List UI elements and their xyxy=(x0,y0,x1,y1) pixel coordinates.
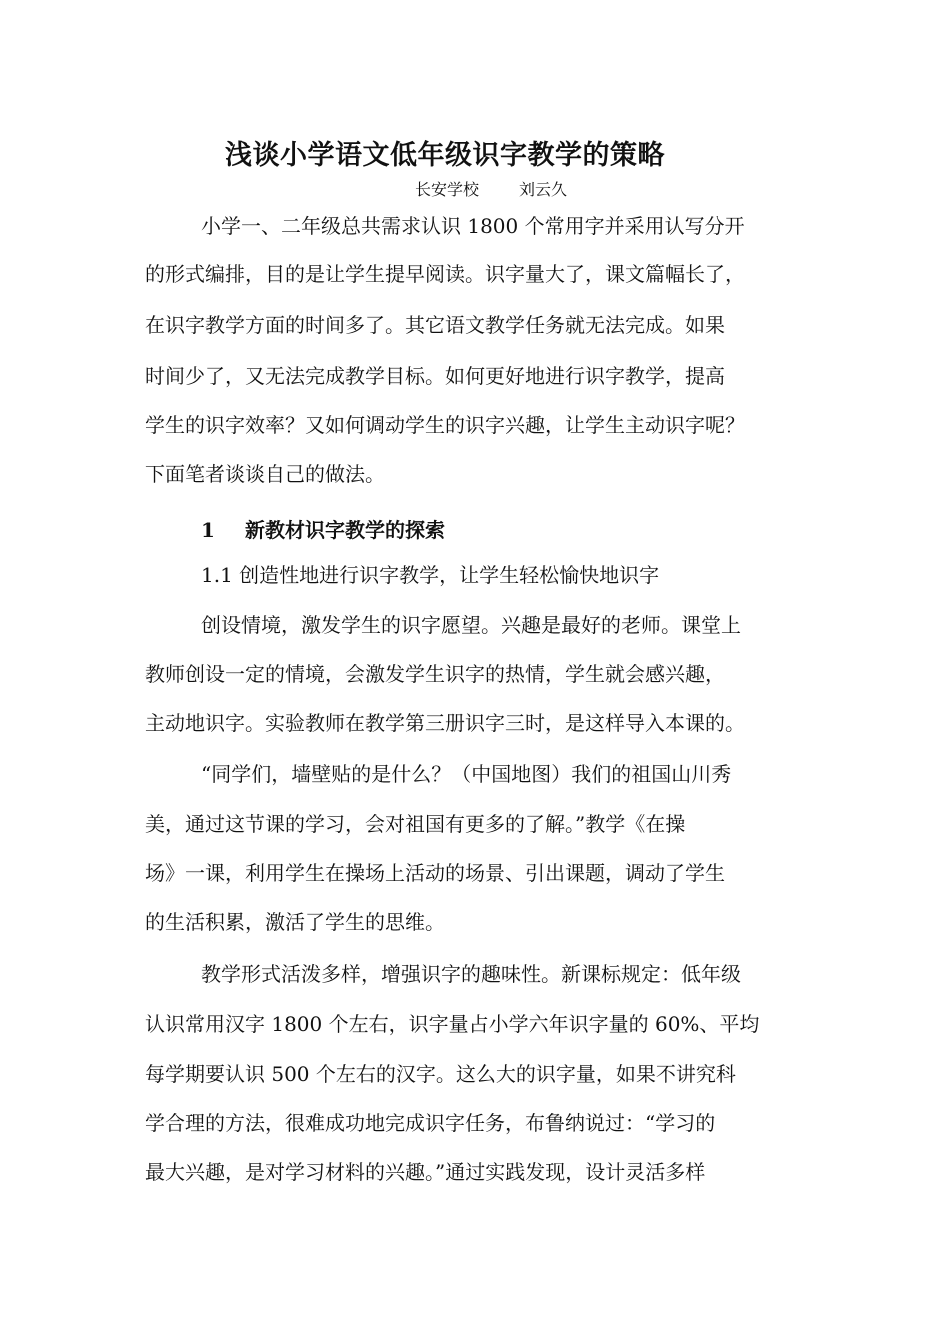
paragraph-line: 教学形式活泼多样，增强识字的趣味性。新课标规定：低年级 xyxy=(201,962,741,986)
paragraph-line: 创设情境，激发学生的识字愿望。兴趣是最好的老师。课堂上 xyxy=(201,613,741,637)
subsection-heading: 1.1 创造性地进行识字教学，让学生轻松愉快地识字 xyxy=(201,563,660,587)
paragraph-line: 场》一课，利用学生在操场上活动的场景、引出课题，调动了学生 xyxy=(145,861,725,885)
paragraph-line: 主动地识字。实验教师在教学第三册识字三时，是这样导入本课的。 xyxy=(145,711,745,735)
author-name: 刘云久 xyxy=(519,180,568,199)
paragraph-line: 的形式编排，目的是让学生提早阅读。识字量大了，课文篇幅长了， xyxy=(145,262,745,286)
section-number: 1 xyxy=(201,518,215,542)
paragraph-line: 的生活积累，激活了学生的思维。 xyxy=(145,910,445,934)
paragraph-line: 小学一、二年级总共需求认识 1800 个常用字并采用认写分开 xyxy=(201,214,745,238)
paragraph-line: 时间少了，又无法完成教学目标。如何更好地进行识字教学，提高 xyxy=(145,364,725,388)
paragraph-line: 下面笔者谈谈自己的做法。 xyxy=(145,462,385,486)
school-name: 长安学校 xyxy=(415,180,480,199)
paragraph-line: “同学们，墙壁贴的是什么？（中国地图）我们的祖国山川秀 xyxy=(201,762,732,786)
paragraph-line: 最大兴趣，是对学习材料的兴趣。”通过实践发现，设计灵活多样 xyxy=(145,1160,706,1184)
section-title: 新教材识字教学的探索 xyxy=(245,518,445,542)
paragraph-line: 美，通过这节课的学习，会对祖国有更多的了解。”教学《在操 xyxy=(145,812,686,836)
byline xyxy=(415,177,567,200)
paragraph-line: 学生的识字效率？又如何调动学生的识字兴趣，让学生主动识字呢？ xyxy=(145,413,745,437)
paragraph-line: 认识常用汉字 1800 个左右，识字量占小学六年识字量的 60%、平均 xyxy=(145,1012,760,1036)
paragraph-line: 在识字教学方面的时间多了。其它语文教学任务就无法完成。如果 xyxy=(145,313,725,337)
paragraph-line: 每学期要认识 500 个左右的汉字。这么大的识字量，如果不讲究科 xyxy=(145,1062,736,1086)
paragraph-line: 学合理的方法，很难成功地完成识字任务，布鲁纳说过：“学习的 xyxy=(145,1111,716,1135)
section-heading xyxy=(201,514,445,543)
document-title: 浅谈小学语文低年级识字教学的策略 xyxy=(225,140,665,171)
paragraph-line: 教师创设一定的情境，会激发学生识字的热情，学生就会感兴趣， xyxy=(145,662,725,686)
